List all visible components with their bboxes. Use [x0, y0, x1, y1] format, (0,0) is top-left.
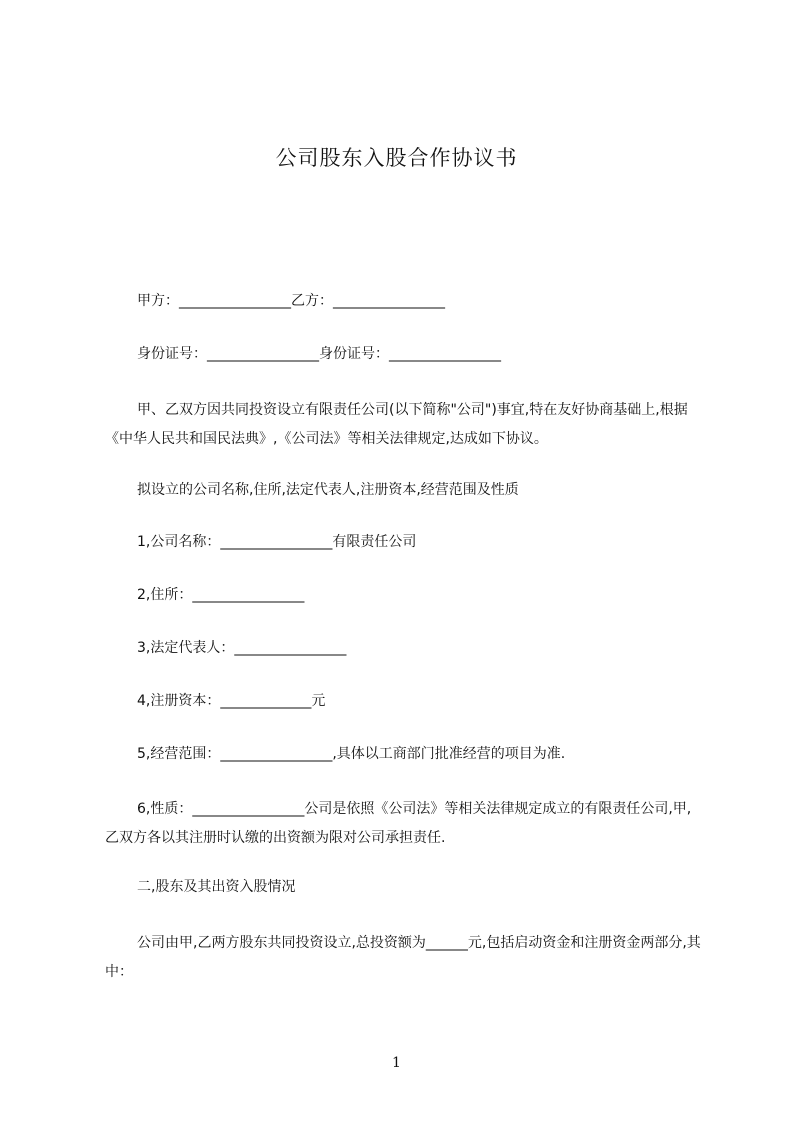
- section-two-paragraph: [105, 929, 705, 987]
- section-one-intro: 拟设立的公司名称,住所,法定代表人,注册资本,经营范围及性质: [137, 482, 519, 498]
- page-number: 1: [392, 1055, 401, 1071]
- page-title: 公司股东入股合作协议书: [275, 146, 518, 170]
- item-business-scope: 5,经营范围：________________,具体以工商部门批准经营的项目为准.: [137, 746, 566, 762]
- item-nature-text: 6,性质：________________公司是依照《公司法》等相关法律规定成立的有限责任公司,甲,乙双方各以其注册时认缴的出资额为限对公司承担责任.: [105, 801, 692, 846]
- id-number-line: 身份证号：________________身份证号：________________: [137, 346, 501, 362]
- item-nature-paragraph: [105, 795, 705, 853]
- item-company-name: 1,公司名称：________________有限责任公司: [137, 534, 417, 550]
- section-two-text: 公司由甲,乙两方股东共同投资设立,总投资额为______元,包括启动资金和注册资金两部分,其中：: [105, 935, 701, 980]
- party-line: 甲方：________________乙方：________________: [137, 293, 445, 309]
- section-two-heading: 二,股东及其出资入股情况: [137, 879, 296, 895]
- item-registered-capital: 4,注册资本：_____________元: [137, 693, 326, 709]
- intro-paragraph: [105, 396, 705, 454]
- item-address: 2,住所：________________: [137, 587, 305, 603]
- item-legal-representative: 3,法定代表人：________________: [137, 640, 347, 656]
- intro-text: 甲、乙双方因共同投资设立有限责任公司(以下简称"公司")事宜,特在友好协商基础上,根据《中华人民共和国民法典》,《公司法》等相关法律规定,达成如下协议。: [105, 402, 688, 447]
